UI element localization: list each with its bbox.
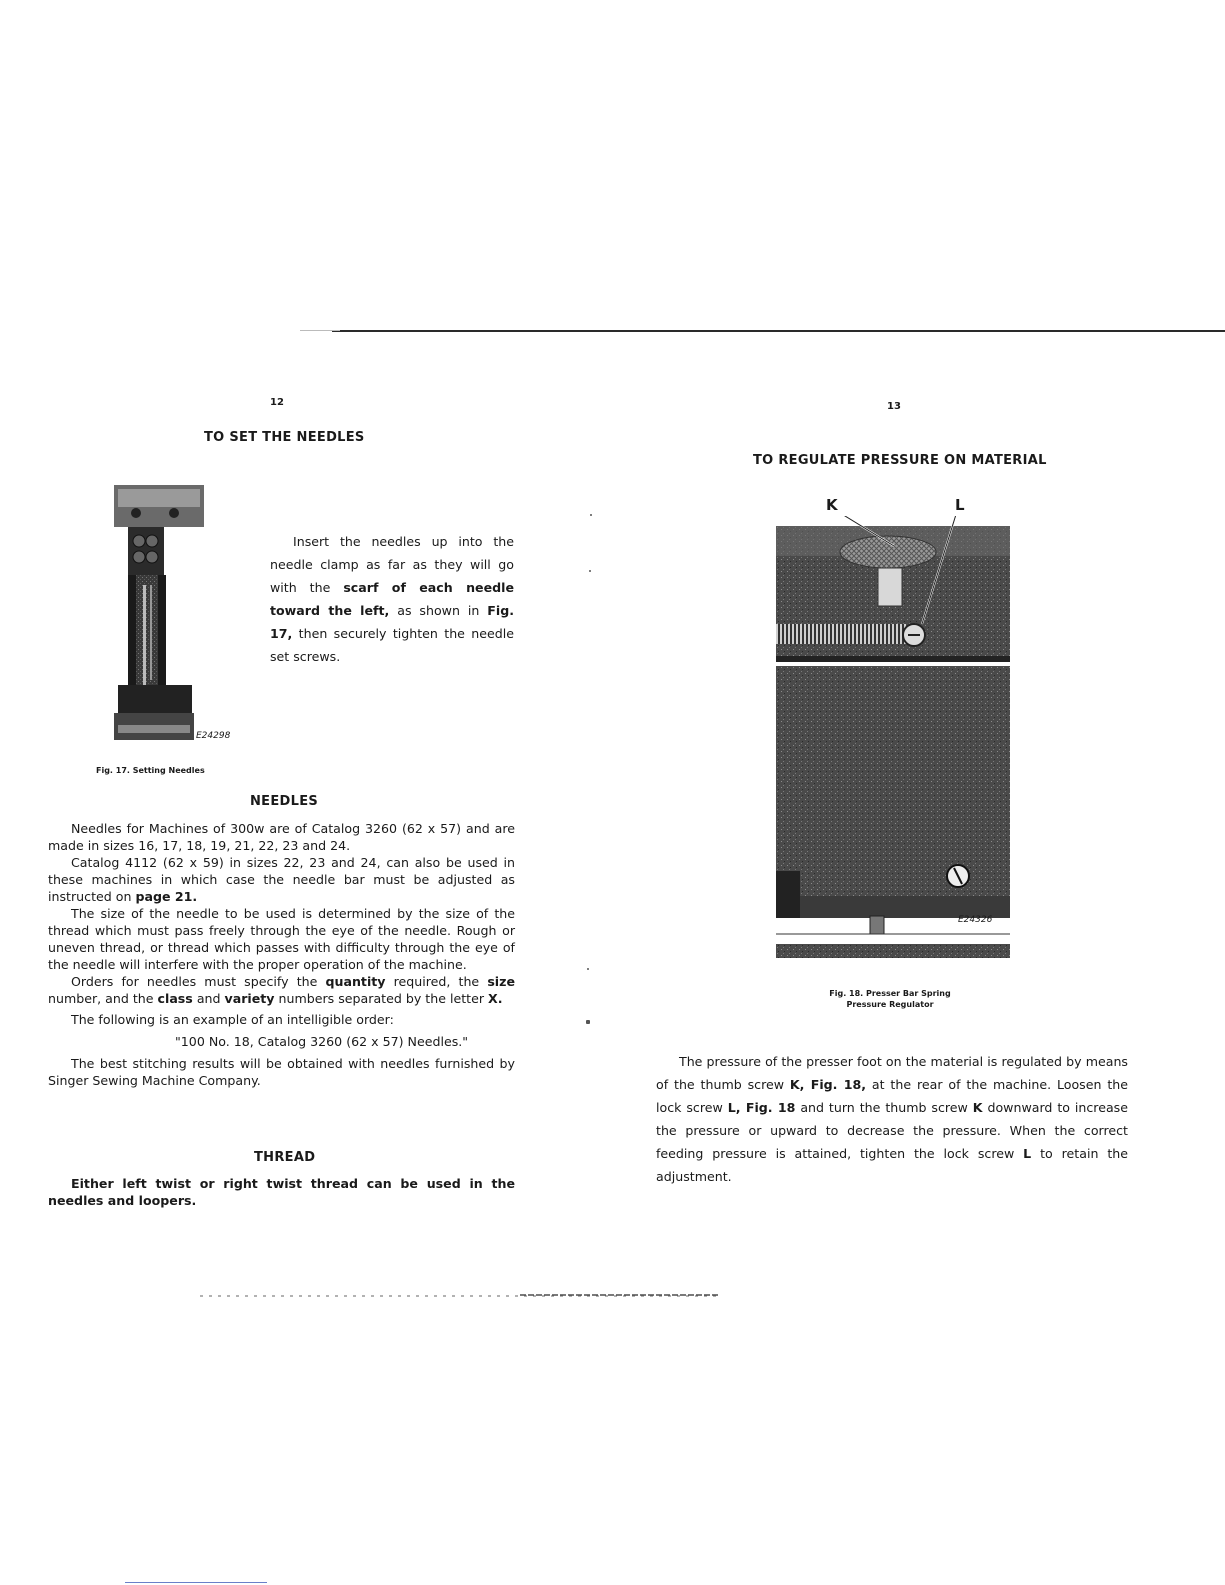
right-page-title: TO REGULATE PRESSURE ON MATERIAL — [753, 453, 1047, 468]
pressure-text-4: downward to increase the pressure or upward to decrease the pressure. When the correct feeding pressure is attained, tighten the lock screw — [656, 1100, 1128, 1161]
order-text-4: and — [192, 991, 225, 1006]
fig18-label-k: K — [826, 496, 838, 514]
pressure-bold-k-fig18: K, Fig. 18, — [789, 1077, 867, 1092]
fig17-needle-clamp-illustration — [114, 485, 204, 740]
set-needles-bold-2: Fig. 17, — [270, 603, 515, 641]
example-order: "100 No. 18, Catalog 3260 (62 x 57) Needles." — [175, 1034, 469, 1049]
fig18-pressure-regulator-illustration — [774, 516, 1014, 971]
pressure-text-2: at the rear of the machine. Loosen the lock screw — [656, 1077, 1128, 1115]
left-page-number: 12 — [270, 397, 284, 408]
fig18-caption — [800, 988, 980, 1010]
scan-speck — [586, 1020, 590, 1024]
pressure-bold-k: K — [972, 1100, 983, 1115]
page-top-rule-fade — [300, 330, 340, 331]
pressure-paragraph — [656, 1050, 1128, 1188]
order-bold-x: X. — [488, 991, 503, 1006]
order-text-2: required, the — [385, 974, 488, 989]
fig17-caption: Fig. 17. Setting Needles — [96, 766, 205, 775]
scan-speck — [590, 514, 592, 516]
order-text-5: numbers separated by the letter — [274, 991, 489, 1006]
needles-heading: NEEDLES — [250, 794, 319, 809]
needles-para-2 — [48, 854, 515, 905]
scan-speck — [589, 570, 591, 572]
page-21-reference: page 21. — [135, 889, 198, 904]
fig18-label-l: L — [955, 496, 965, 514]
fig18-caption-line-1: Fig. 18. Presser Bar Spring — [829, 989, 951, 998]
pressure-text-3: and turn the thumb screw — [795, 1100, 973, 1115]
pressure-bold-l: L — [1023, 1146, 1032, 1161]
scan-bottom-dots-dark — [520, 1294, 720, 1296]
fig17-needle-clamp-photo — [114, 485, 204, 740]
needles-section — [48, 820, 515, 1089]
set-needles-text-2: as shown in — [389, 603, 488, 618]
needles-para-5: The following is an example of an intelligible order: — [71, 1012, 394, 1027]
set-needles-text-1: Insert the needles up into the needle clamp as far as they will go with the — [270, 534, 514, 595]
left-page-title: TO SET THE NEEDLES — [204, 430, 365, 445]
thread-heading: THREAD — [254, 1150, 316, 1165]
order-bold-quantity: quantity — [325, 974, 386, 989]
fig18-caption-line-2: Pressure Regulator — [846, 1000, 934, 1009]
order-bold-size: size — [487, 974, 515, 989]
set-needles-bold-1: scarf of each needle toward the left, — [270, 580, 514, 618]
needles-para-3: The size of the needle to be used is determined by the size of the thread which must pass freely through the eye of the needle. Rough or uneven thread, or thread which passes with difficulty through the eye of the needle will interfere with the proper operation of the machine. — [48, 906, 515, 972]
pressure-bold-l-fig18: L, Fig. 18 — [727, 1100, 796, 1115]
order-bold-variety: variety — [224, 991, 275, 1006]
fig18-code: E24326 — [958, 915, 993, 925]
thread-text: Either left twist or right twist thread can be used in the needles and loopers. — [48, 1176, 515, 1208]
thread-section — [48, 1175, 515, 1209]
set-needles-text-3: then securely tighten the needle set screws. — [270, 626, 514, 664]
pressure-text-1: The pressure of the presser foot on the material is regulated by means of the thumb screw — [656, 1054, 1128, 1092]
order-bold-class: class — [157, 991, 193, 1006]
order-text-1: Orders for needles must specify the — [71, 974, 326, 989]
pressure-text-5: to retain the adjustment. — [656, 1146, 1128, 1184]
needles-para-2-text: Catalog 4112 (62 x 59) in sizes 22, 23 and 24, can also be used in these machines in which case the needle bar must be adjusted as instructed on — [48, 855, 515, 904]
page-top-rule — [332, 330, 1225, 332]
order-text-3: number, and the — [48, 991, 158, 1006]
right-page-number: 13 — [887, 401, 901, 412]
fig18-pressure-regulator-photo — [774, 516, 1014, 971]
needles-para-1: Needles for Machines of 300w are of Catalog 3260 (62 x 57) and are made in sizes 16, 17, 18, 19, 21, 22, 23 and 24. — [48, 821, 515, 853]
bottom-edge-line — [125, 1582, 267, 1583]
set-needles-paragraph — [270, 530, 514, 668]
scan-speck — [587, 968, 589, 970]
needles-para-4 — [48, 973, 515, 1007]
needles-para-7: The best stitching results will be obtained with needles furnished by Singer Sewing Machine Company. — [48, 1056, 515, 1088]
fig17-code: E24298 — [196, 731, 231, 741]
